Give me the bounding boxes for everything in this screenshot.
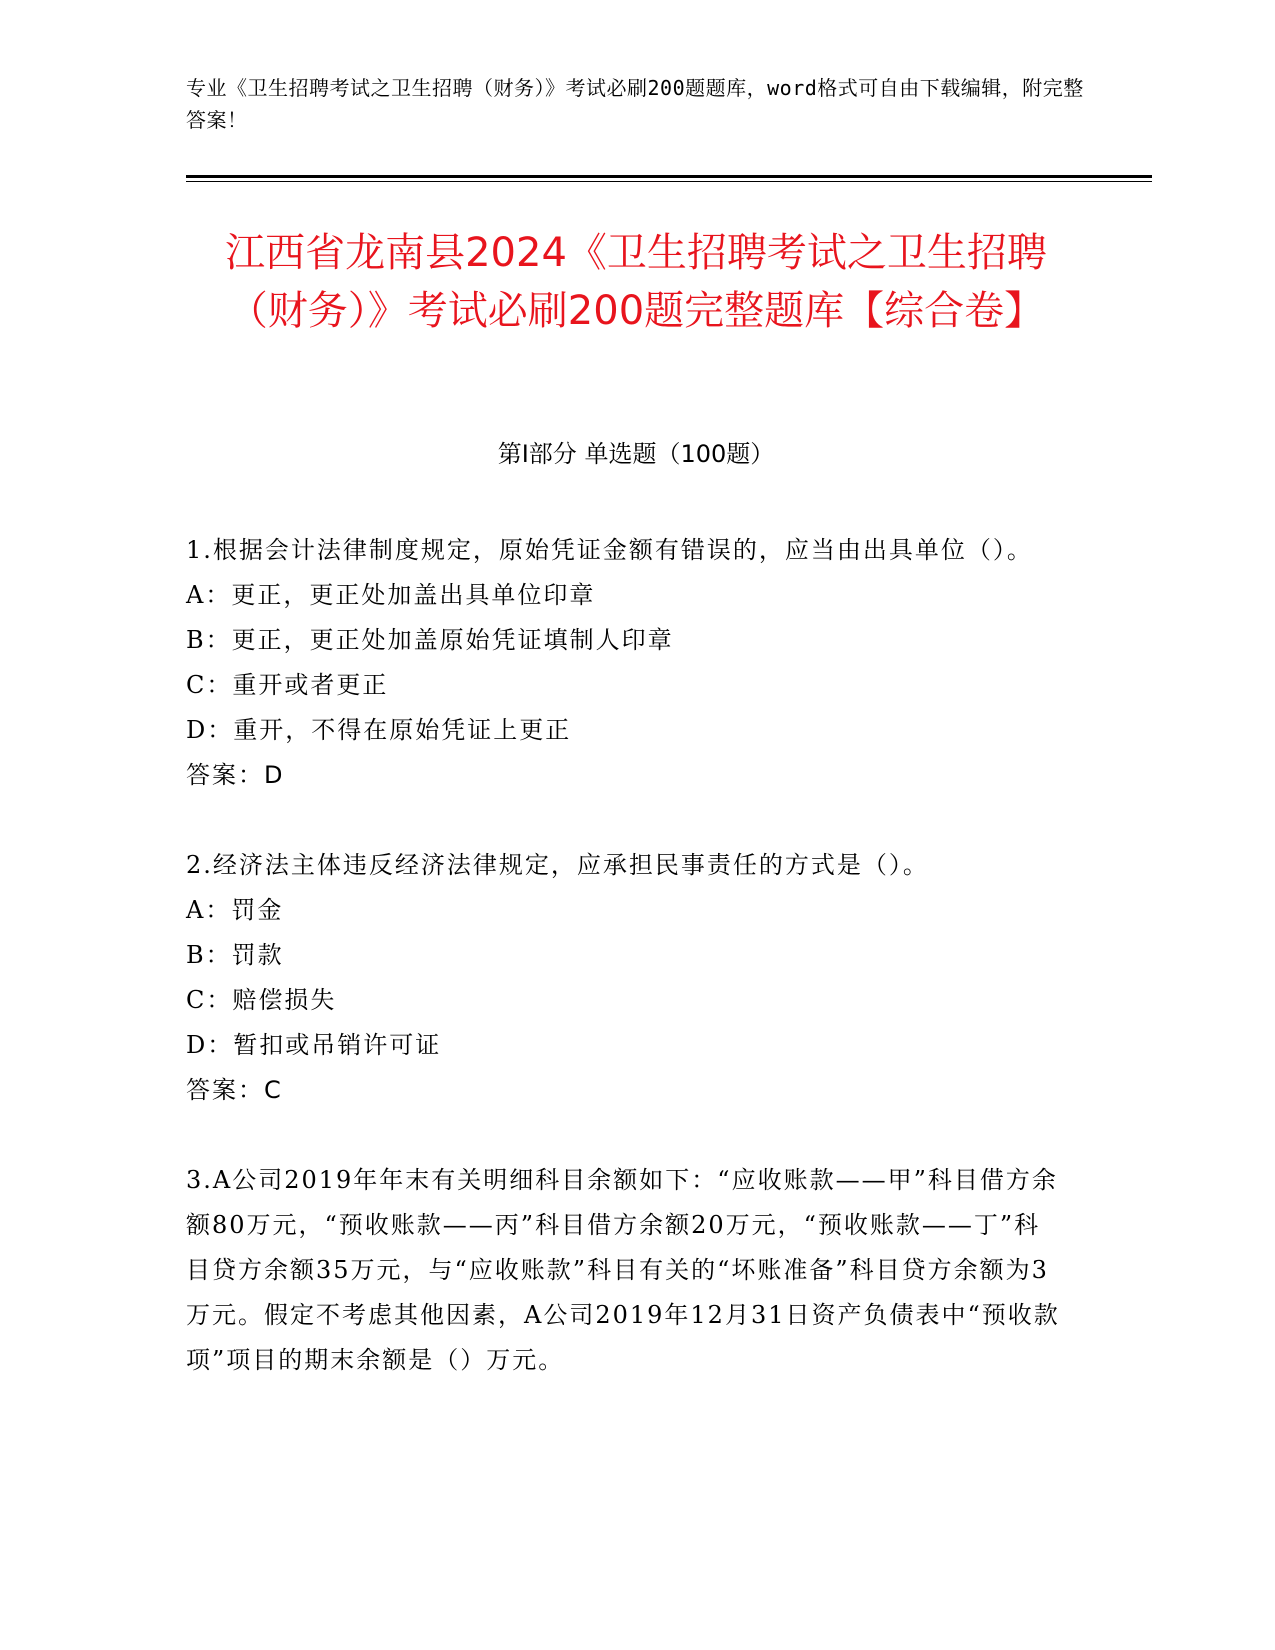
- section-title: 第I部分 单选题（100题）: [497, 440, 775, 468]
- option-b: B：罚款: [186, 941, 284, 969]
- header-divider-thin: [186, 181, 1152, 182]
- answer-line: 答案：D: [186, 761, 285, 789]
- question-stem: 3.A公司2019年年末有关明细科目余额如下：“应收账款——甲”科目借方余额80万元，“预收账款——丙”科目借方余额20万元，“预收账款——丁”科目贷方余额35万元，与“应收账款”科目有关的“坏账准备”科目贷方余额为3万元。假定不考虑其他因素，A公司2019年12月31日资产负债表中“预收款项”项目的期末余额是（）万元。: [186, 1166, 1060, 1374]
- document-title: 江西省龙南县2024《卫生招聘考试之卫生招聘（财务）》考试必刷200题完整题库【综合卷】: [225, 230, 1047, 334]
- question-spacer: [186, 1113, 1066, 1158]
- header-divider-thick: [186, 175, 1152, 178]
- option-a: A：更正，更正处加盖出具单位印章: [186, 581, 596, 609]
- question-stem: 1.根据会计法律制度规定，原始凭证金额有错误的，应当由出具单位（）。: [186, 536, 1033, 564]
- question-item: [186, 1158, 1066, 1383]
- answer-line: 答案：C: [186, 1076, 283, 1104]
- option-c: C：重开或者更正: [186, 671, 389, 699]
- option-a: A：罚金: [186, 896, 284, 924]
- question-item: [186, 843, 1066, 1113]
- option-d: D：暂扣或吊销许可证: [186, 1031, 442, 1059]
- question-list: [186, 528, 1066, 1383]
- question-spacer: [186, 798, 1066, 843]
- question-stem: 2.经济法主体违反经济法律规定，应承担民事责任的方式是（）。: [186, 851, 929, 879]
- option-c: C：赔偿损失: [186, 986, 337, 1014]
- header-note: 专业《卫生招聘考试之卫生招聘（财务）》考试必刷200题题库，word格式可自由下载编辑，附完整答案！: [186, 76, 1084, 132]
- question-item: [186, 528, 1066, 798]
- option-d: D：重开，不得在原始凭证上更正: [186, 716, 572, 744]
- option-b: B：更正，更正处加盖原始凭证填制人印章: [186, 626, 674, 654]
